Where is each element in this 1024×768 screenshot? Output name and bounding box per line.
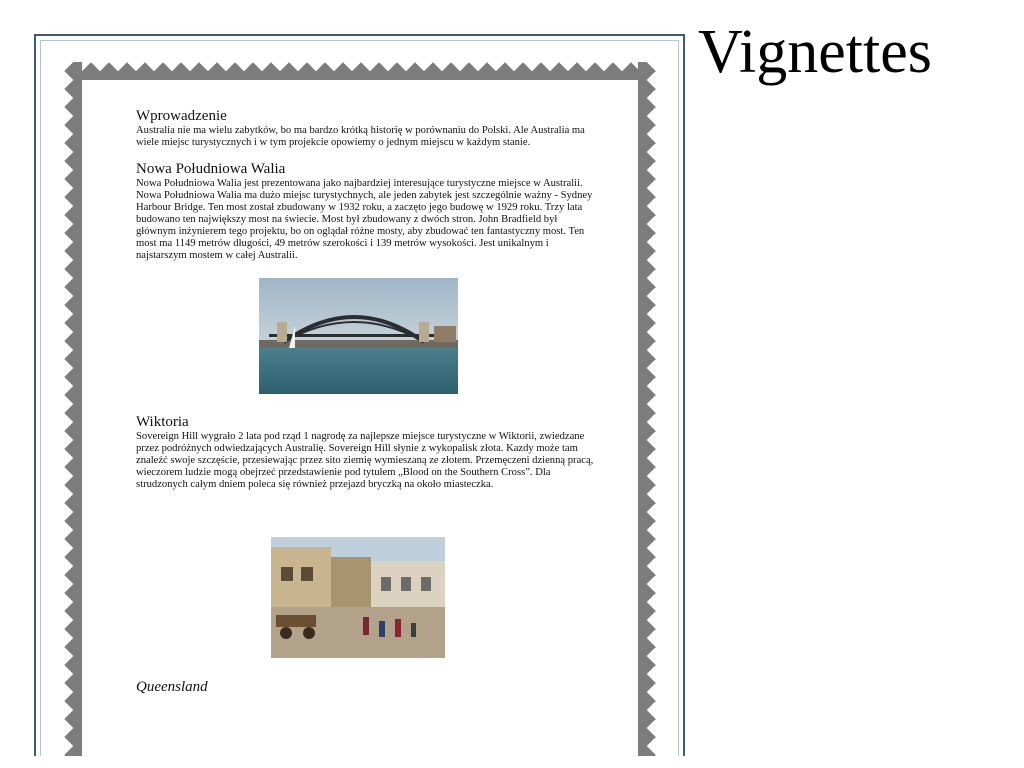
section-heading-queensland-partial: Queensland	[136, 679, 208, 695]
decorative-border-left	[64, 62, 82, 756]
section-body-nsw: Nowa Południowa Walia jest prezentowana jako najbardziej interesujące turystyczne miejsce w Australii. Nowa Południowa Walia ma dużo miejsc turystychnych, ale jeden zabytek jest szczególnie ważny - Sydney Harbour Bridge. Ten most został zbudowany w 1932 roku, a zaczęto jego budowę w 1929 roku. Trzy lata budowano ten największy most na świecie. Most był zbudowany z dwóch stron. John Bradfield był głównym inżynierem tego projektu, bo on oglądał różne mosty, aby zbudować ten fantastyczny most. Ten most ma 1149 metrów długości, 49 metrów szerokości i 139 metrów wysokości. Jest unikalnym i najstarszym mostem w całej Australii.	[136, 178, 593, 261]
slide-title: Vignettes	[698, 18, 932, 86]
section-body-intro: Australia nie ma wielu zabytków, bo ma bardzo krótką historię w porównaniu do Polski. Ale Australia ma wiele miejsc turystycznych i w tym projekcie opowiemy o jednym miejscu w każdym stanie.	[136, 125, 585, 148]
sovereign-hill-photo	[271, 537, 445, 658]
document-content	[136, 108, 596, 693]
decorative-border-right	[638, 62, 656, 756]
town-photo-container	[136, 503, 596, 673]
decorative-border-top	[64, 62, 656, 80]
harbour-bridge-photo	[259, 278, 458, 394]
section-heading-victoria: Wiktoria	[136, 414, 189, 430]
section-heading-nsw: Nowa Południowa Walia	[136, 161, 286, 177]
document-frame	[34, 34, 685, 756]
section-heading-intro: Wprowadzenie	[136, 108, 227, 124]
bridge-photo-container	[136, 274, 596, 414]
section-body-victoria: Sovereign Hill wygrało 2 lata pod rząd 1 nagrodę za najlepsze miejsce turystyczne w Wiktorii, zwiedzane przez podróżnych odwiedzających Australię. Sovereign Hill słynie z wykopalisk złota. Kazdy może tam znaleźć swoje szczęście, przesiewając przez sito ziemię wymieszaną ze złotem. Przemęczeni dzienną pracą, wieczorem ludzie mogą obejrzeć przedstawienie pod tytułem „Blood on the Southern Cross”. Dla strudzonych całym dniem poleca się również przejazd bryczką na około miasteczka.	[136, 431, 594, 490]
